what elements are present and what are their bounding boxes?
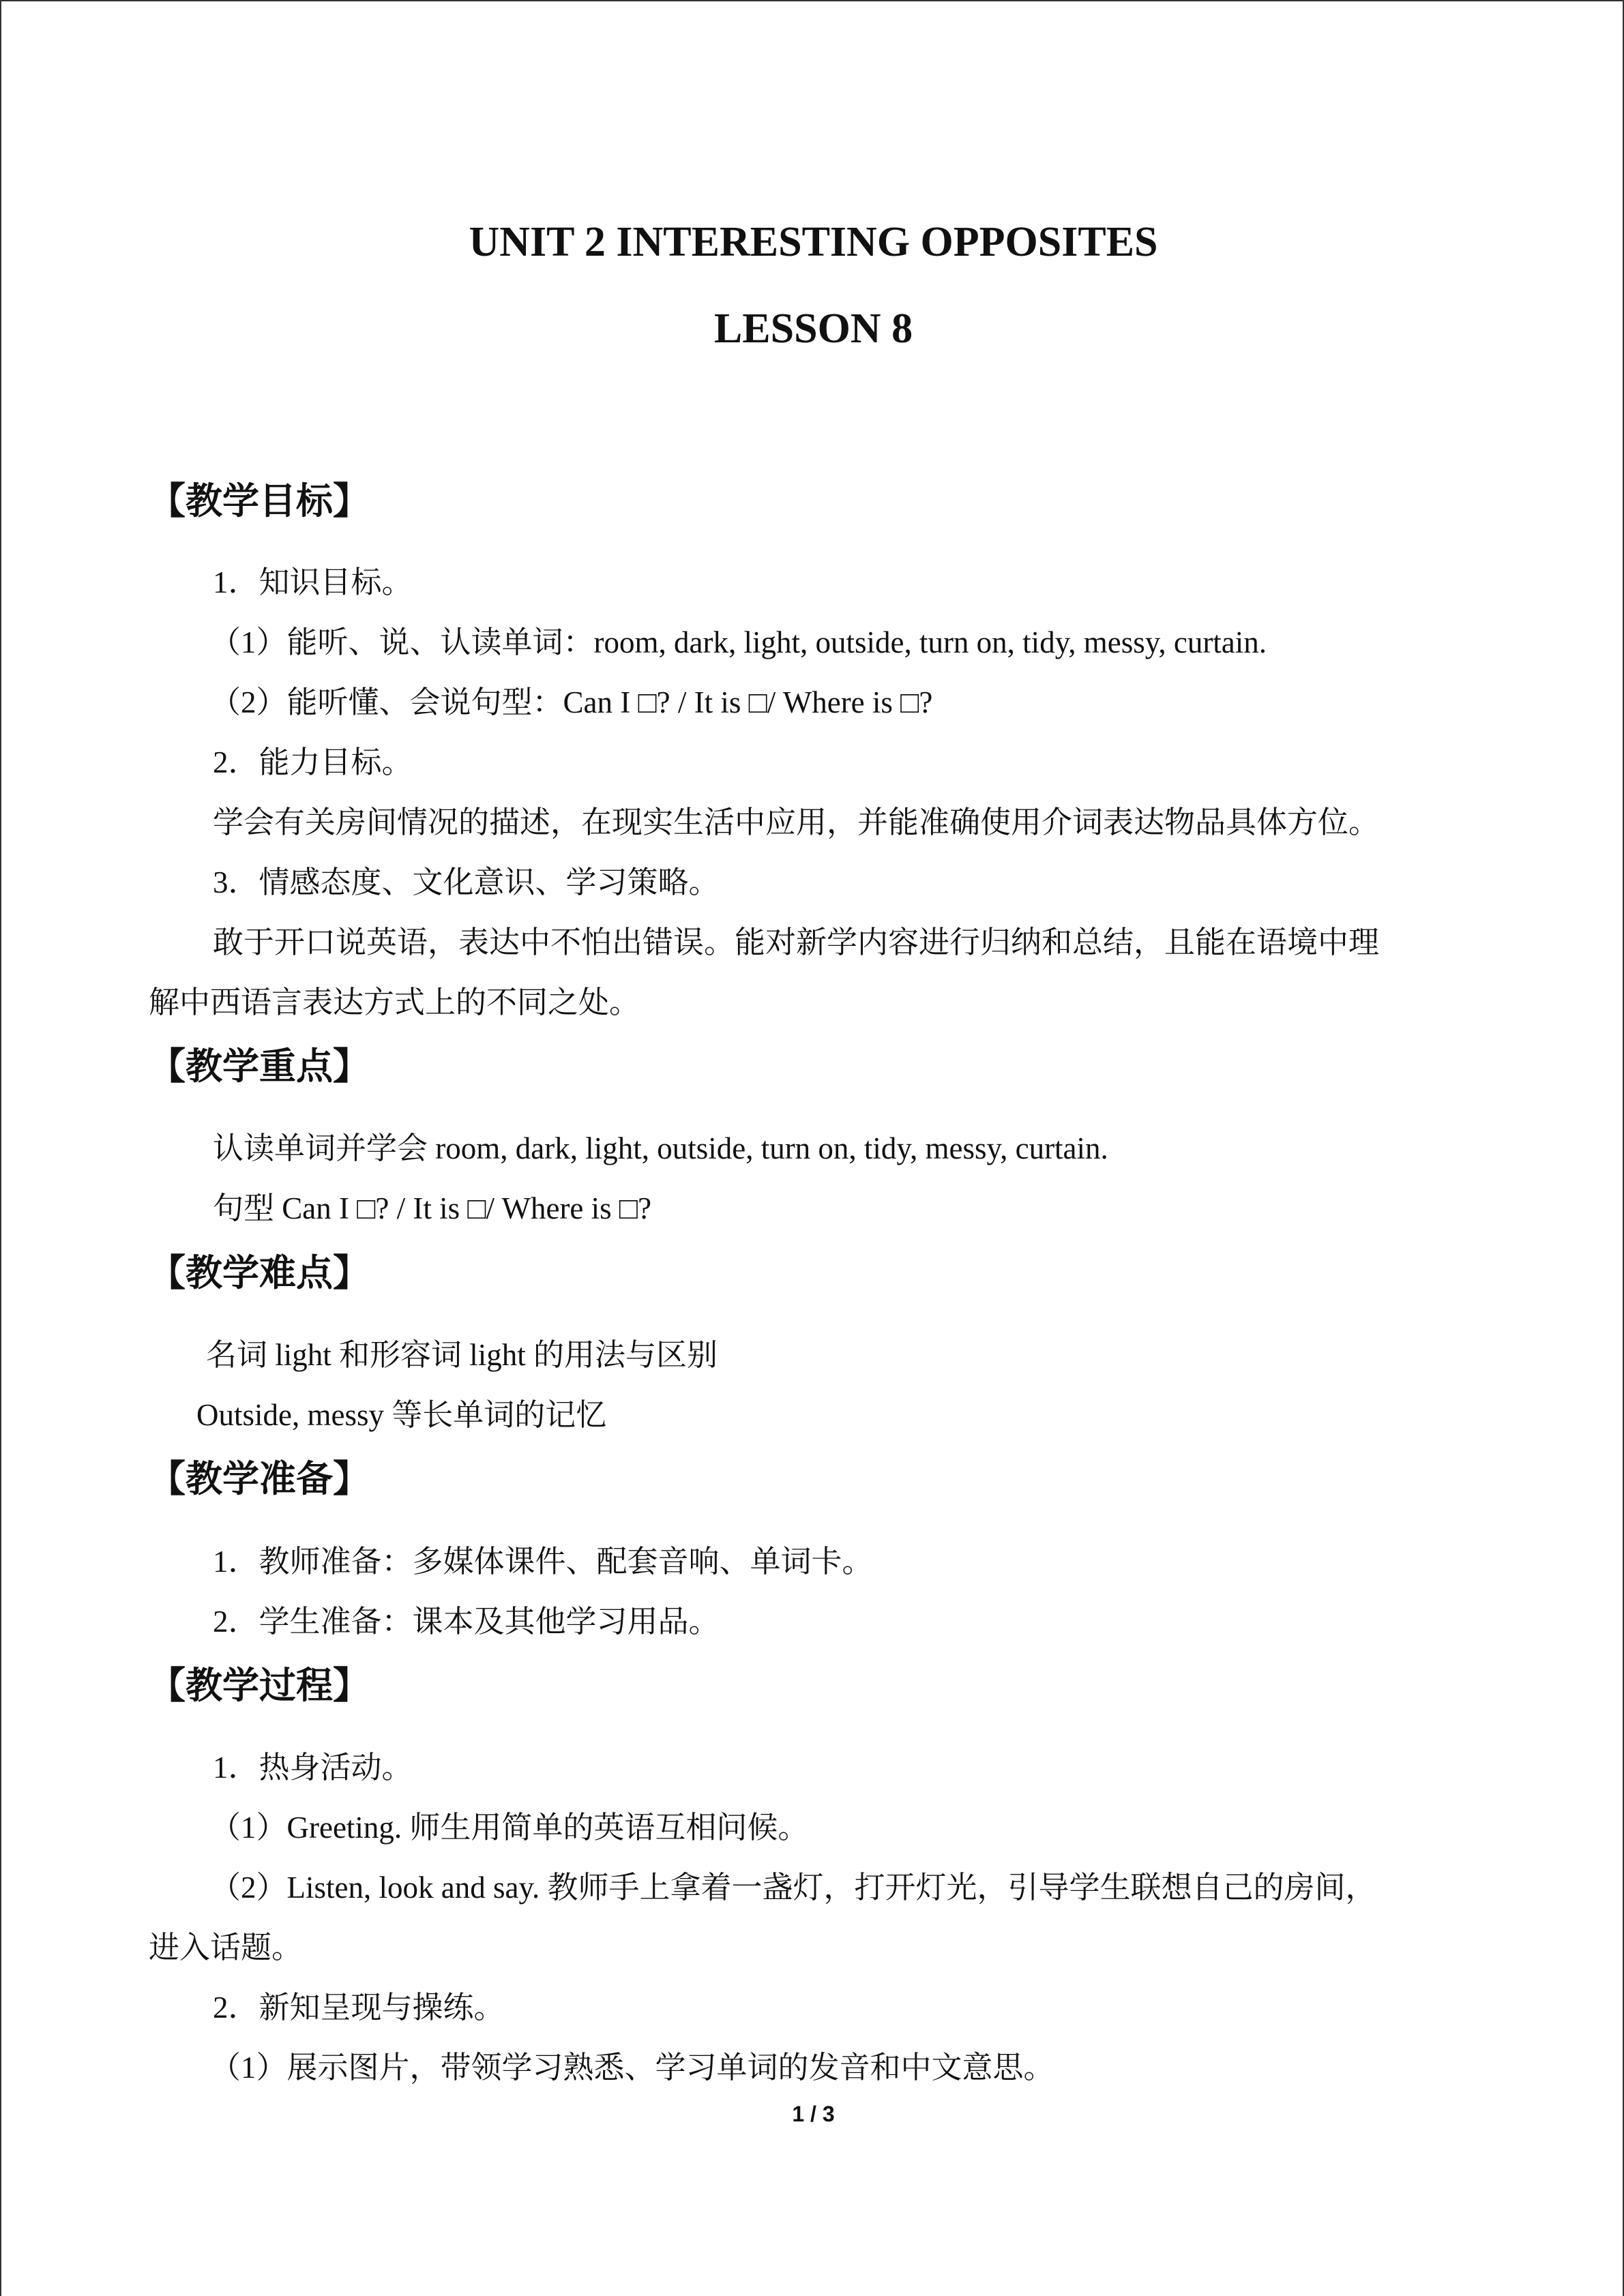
key-points-heading: 【教学重点】 (149, 1045, 370, 1088)
process-heading: 【教学过程】 (149, 1664, 370, 1707)
objectives-line: 解中西语言表达方式上的不同之处。 (149, 985, 640, 1019)
difficulties-line: 名词 light 和形容词 light 的用法与区别 (206, 1338, 718, 1372)
key-points-line: 句型 Can I □? / It is □/ Where is □? (213, 1191, 652, 1225)
lesson-title: LESSON 8 (713, 305, 913, 352)
process-line: 2．新知呈现与操练。 (213, 1991, 505, 2025)
page-number: 1 / 3 (792, 2102, 835, 2126)
preparation-heading: 【教学准备】 (149, 1457, 370, 1500)
objectives-line: 2．能力目标。 (213, 745, 413, 779)
objectives-line: 1．知识目标。 (213, 565, 413, 599)
process-line: 进入话题。 (149, 1930, 303, 1965)
difficulties-heading: 【教学难点】 (149, 1251, 370, 1294)
objectives-line: （2）能听懂、会说句型：Can I □? / It is □/ Where is □? (210, 685, 933, 719)
difficulties-line: Outside, messy 等长单词的记忆 (196, 1398, 607, 1432)
process-line: 1．热身活动。 (213, 1750, 413, 1785)
objectives-heading: 【教学目标】 (149, 479, 370, 522)
document-title: UNIT 2 INTERESTING OPPOSITES (469, 219, 1158, 265)
process-line: （1）Greeting. 师生用简单的英语互相问候。 (210, 1810, 809, 1845)
process-line: （2）Listen, look and say. 教师手上拿着一盏灯，打开灯光，引导学生联想自己的房间， (210, 1870, 1376, 1905)
key-points-line: 认读单词并学会 room, dark, light, outside, turn on, tidy, messy, curtain. (213, 1131, 1108, 1165)
preparation-line: 1．教师准备：多媒体课件、配套音响、单词卡。 (213, 1545, 873, 1579)
process-line: （1）展示图片，带领学习熟悉、学习单词的发音和中文意思。 (210, 2051, 1054, 2085)
objectives-line: 学会有关房间情况的描述，在现实生活中应用，并能准确使用介词表达物品具体方位。 (213, 805, 1380, 839)
objectives-line: 敢于开口说英语，表达中不怕出错误。能对新学内容进行归纳和总结，且能在语境中理 (213, 925, 1380, 959)
preparation-line: 2．学生准备：课本及其他学习用品。 (213, 1605, 720, 1639)
objectives-line: 3．情感态度、文化意识、学习策略。 (213, 865, 720, 899)
objectives-line: （1）能听、说、认读单词：room, dark, light, outside, turn on, tidy, messy, curtain. (210, 625, 1267, 659)
